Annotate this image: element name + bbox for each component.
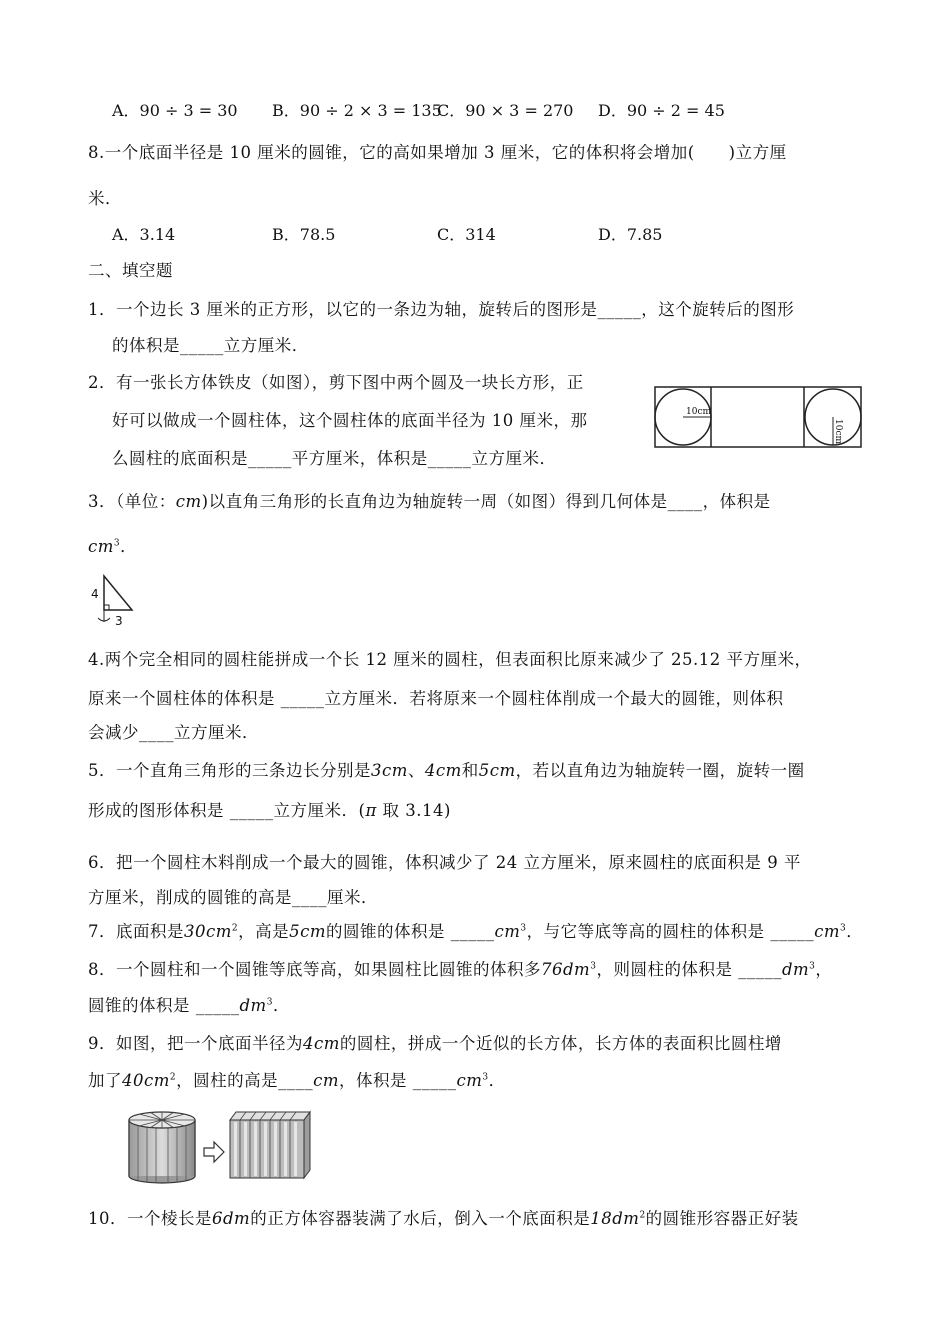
q8-option-b: B．78.5 [272, 225, 336, 244]
fig-label-4: 4 [91, 587, 99, 601]
f7-text-d: ，与它等底等高的圆柱的体积是 _____ [526, 922, 815, 941]
f3-end: ． [120, 537, 138, 556]
f5-line-2 [88, 800, 451, 822]
fig-label-left: 10cm [686, 407, 712, 417]
f1-line-1: 1．一个边长 3 厘米的正方形，以它的一条边为轴，旋转后的图形是_____，这个旋转后的图形 [88, 300, 795, 319]
f8-text-a: 8．一个圆柱和一个圆锥等底等高，如果圆柱比圆锥的体积多 [88, 960, 541, 979]
f9-text-b: 的圆柱，拼成一个近似的长方体，长方体的表面积比圆柱增 [339, 1034, 782, 1053]
f7-line [88, 921, 863, 943]
f9-text-d: ，圆柱的高是____ [176, 1071, 314, 1090]
q7-option-a: A．90 ÷ 3 = 30 [112, 101, 238, 120]
f9-line-2 [88, 1070, 506, 1092]
f7-unit-1: cm [494, 922, 521, 941]
f8-sup-3: 3 [266, 997, 273, 1008]
f5-value-3: 5cm [478, 761, 516, 780]
f8-line-1 [88, 959, 832, 981]
f9-text-f: ． [488, 1071, 506, 1090]
f7-value-1: 30cm [184, 922, 232, 941]
f5-line-1 [88, 760, 805, 782]
q7-option-b: B．90 ÷ 2 × 3 = 135 [272, 101, 442, 120]
iron-sheet-figure [654, 386, 864, 450]
f5-text-d: 取 3.14) [376, 801, 451, 820]
f2-line-3: 么圆柱的底面积是_____平方厘米，体积是_____立方厘米． [112, 449, 557, 468]
q8-option-c: C．314 [437, 225, 496, 244]
f10-text-c: 的圆锥形容器正好装 [645, 1209, 799, 1228]
f10-value-2: 18dm [590, 1209, 640, 1228]
f5-text-c: 形成的图形体积是 _____立方厘米．( [88, 801, 366, 820]
f4-line-1: 4.两个完全相同的圆柱能拼成一个长 12 厘米的圆柱，但表面积比原来减少了 25.12 平方厘米， [88, 650, 812, 669]
f4-line-2: 原来一个圆柱体的体积是 _____立方厘米．若将原来一个圆柱体削成一个最大的圆锥，则体积 [88, 689, 784, 708]
f5-pi: π [365, 801, 377, 820]
f10-value-1: 6dm [212, 1209, 251, 1228]
f3-unit-2: cm [88, 537, 114, 556]
f10-sup-1: 2 [639, 1210, 646, 1221]
cylinder-to-cuboid-figure [126, 1108, 326, 1184]
f5-value-2: 4cm [424, 761, 462, 780]
f8-sup-2: 3 [809, 961, 816, 972]
f7-value-2: 5cm [289, 922, 327, 941]
f6-line-2: 方厘米，削成的圆锥的高是____厘米． [88, 888, 378, 907]
f8-value-1: 76dm [541, 960, 591, 979]
f5-sep-2: 和 [461, 761, 479, 780]
f9-sup-1: 2 [169, 1072, 177, 1083]
f7-text-b: ，高是 [238, 922, 290, 941]
f2-line-2: 好可以做成一个圆柱体，这个圆柱体的底面半径为 10 厘米，那 [112, 411, 588, 430]
f5-value-1: 3cm [371, 761, 408, 780]
f9-line-1 [88, 1033, 782, 1055]
f8-text-c: ， [815, 960, 833, 979]
f8-unit-1: dm [781, 960, 810, 979]
f8-unit-2: dm [239, 996, 267, 1015]
f7-text-e: ． [846, 922, 864, 941]
f5-text-b: ，若以直角边为轴旋转一圈，旋转一圈 [515, 761, 805, 780]
section-title: 二、填空题 [88, 261, 173, 280]
f8-line-2 [88, 995, 290, 1017]
f2-line-1: 2．有一张长方体铁皮（如图），剪下图中两个圆及一块长方形，正 [88, 373, 584, 392]
f7-sup-2: 3 [520, 923, 527, 934]
f9-text-e: ，体积是 _____ [339, 1071, 457, 1090]
q7-option-d: D．90 ÷ 2 = 45 [598, 101, 725, 120]
f9-value-2: 40cm [122, 1071, 170, 1090]
f3-unit: cm [175, 492, 202, 511]
q8-line-1: 8.一个底面半径是 10 厘米的圆锥，它的高如果增加 3 厘米，它的体积将会增加( )立方厘 [88, 143, 787, 162]
f6-line-1: 6．把一个圆柱木料削成一个最大的圆锥，体积减少了 24 立方厘米，原来圆柱的底面积是 9 平 [88, 853, 801, 872]
f9-sup-2: 3 [482, 1072, 489, 1083]
f7-sup-3: 3 [840, 923, 847, 934]
f3-line-1 [88, 491, 771, 513]
f5-text-a: 5．一个直角三角形的三条边长分别是 [88, 761, 371, 780]
f3-text-b: )以直角三角形的长直角边为轴旋转一周（如图）得到几何体是____，体积是 [201, 492, 771, 511]
f8-text-d: 圆锥的体积是 _____ [88, 996, 240, 1015]
f7-text-a: 7．底面积是 [88, 922, 184, 941]
f3-text-a: 3．（单位： [88, 492, 176, 511]
f9-text-a: 9．如图，把一个底面半径为 [88, 1034, 303, 1053]
f7-text-c: 的圆锥的体积是 _____ [326, 922, 495, 941]
q8-option-d: D．7.85 [598, 225, 663, 244]
f3-sup: 3 [113, 538, 121, 549]
f9-text-c: 加了 [88, 1071, 122, 1090]
f10-text-b: 的正方体容器装满了水后，倒入一个底面积是 [250, 1209, 591, 1228]
fig-label-right: 10cm [833, 419, 843, 445]
f8-sup-1: 3 [590, 961, 597, 972]
f5-sep-1: 、 [407, 761, 425, 780]
f9-value-1: 4cm [303, 1034, 340, 1053]
f9-unit-2: cm [456, 1071, 483, 1090]
triangle-figure [88, 572, 140, 630]
f7-sup-1: 2 [231, 923, 239, 934]
f9-unit-1: cm [313, 1071, 340, 1090]
f3-line-2 [88, 536, 137, 558]
q8-line-2: 米． [88, 189, 122, 208]
f10-text-a: 10．一个棱长是 [88, 1209, 212, 1228]
fig-label-3: 3 [115, 614, 123, 628]
q7-option-c: C．90 × 3 = 270 [437, 101, 574, 120]
q8-option-a: A．3.14 [112, 225, 176, 244]
f1-line-2: 的体积是_____立方厘米． [112, 336, 309, 355]
f10-line-1 [88, 1208, 799, 1230]
f8-text-b: ，则圆柱的体积是 _____ [596, 960, 782, 979]
f7-unit-2: cm [814, 922, 841, 941]
f8-text-e: ． [272, 996, 290, 1015]
f4-line-3: 会减少____立方厘米． [88, 723, 259, 742]
